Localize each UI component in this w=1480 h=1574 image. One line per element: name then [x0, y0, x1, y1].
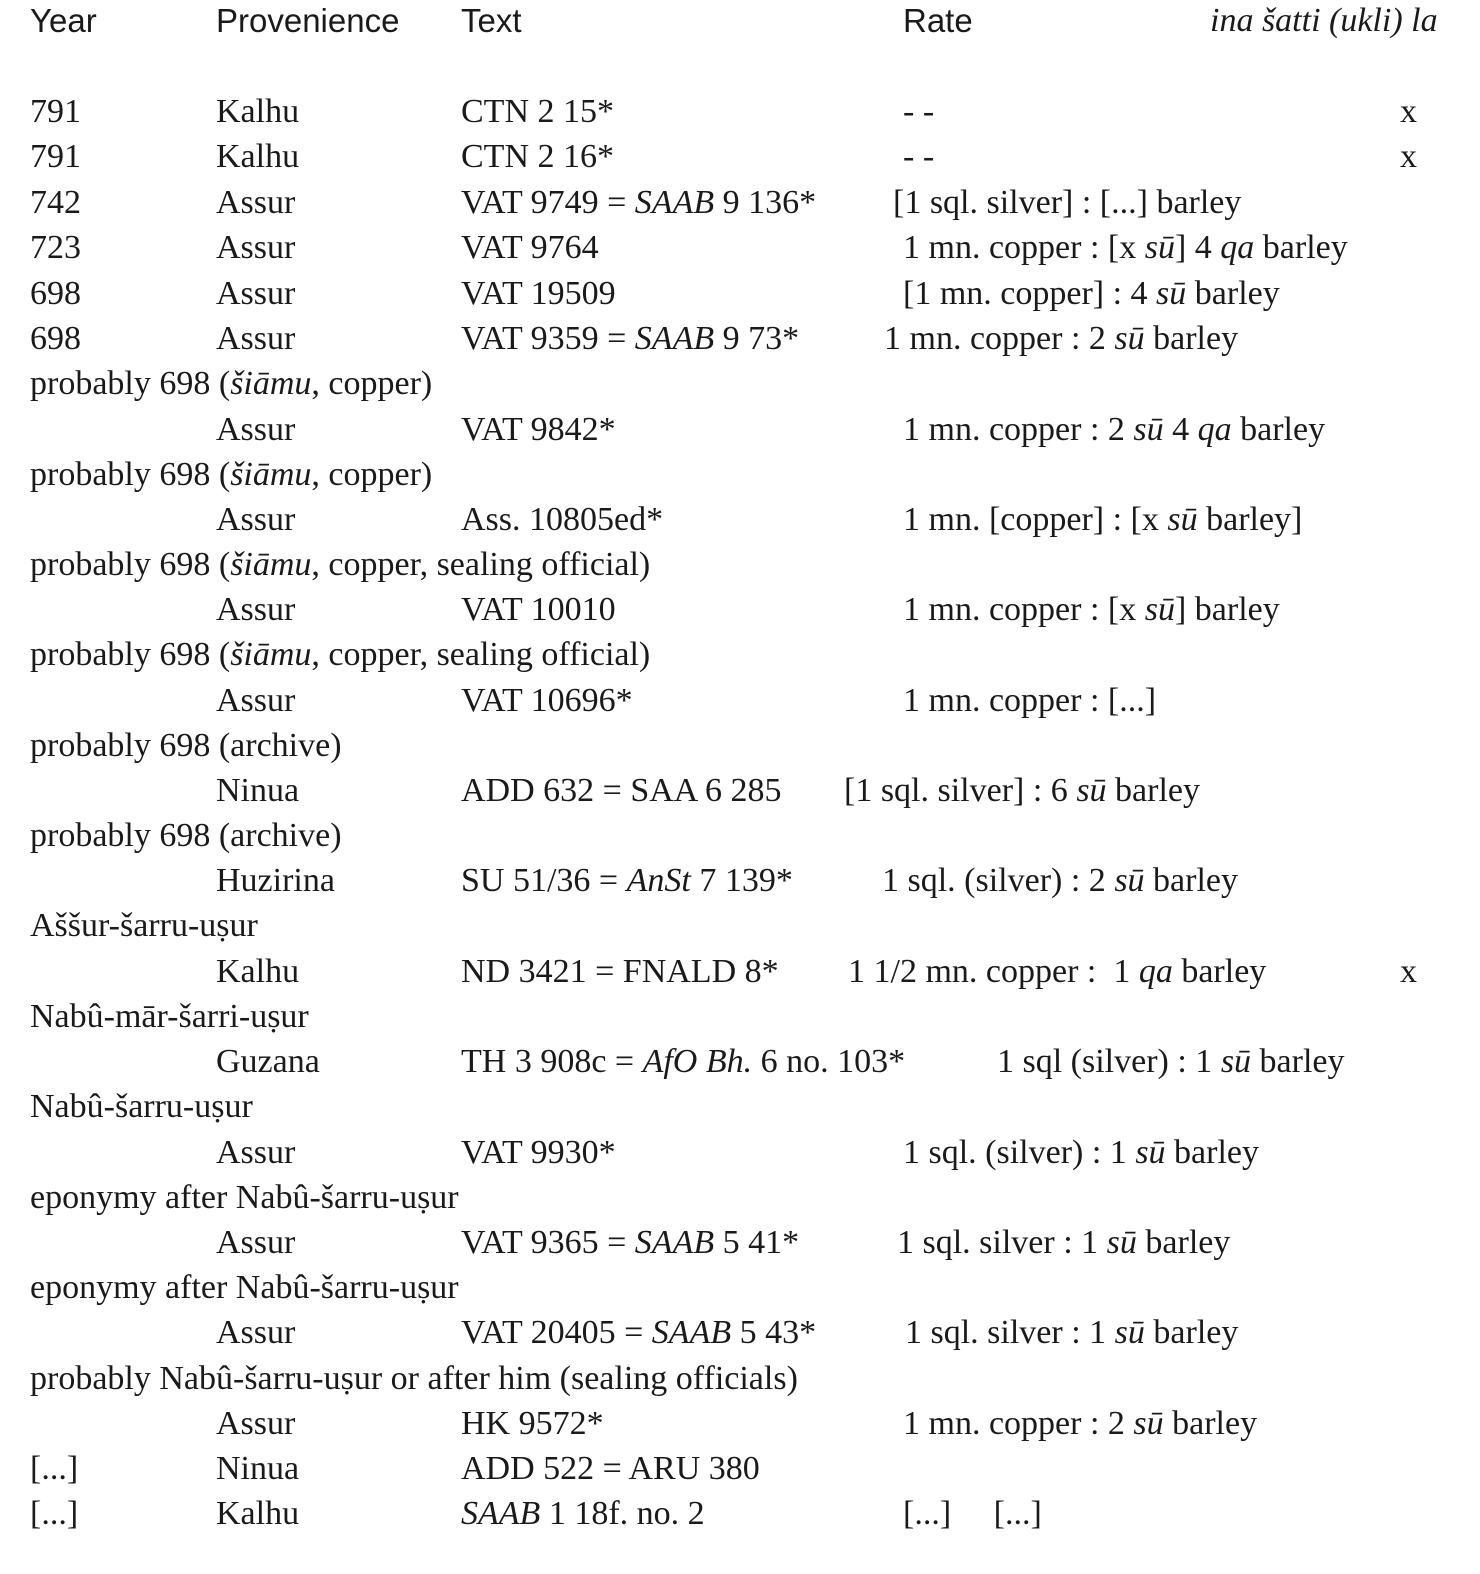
note-line-part: šiāmu [230, 456, 312, 493]
note-line-part: šiāmu [230, 636, 312, 673]
text-cell-part: VAT 9749 = [461, 184, 635, 221]
rate-cell-part: barley [1172, 953, 1267, 990]
table-row [0, 1362, 1480, 1408]
text-cell: VAT 9842* [461, 411, 616, 448]
rate-cell-part: qa [1138, 953, 1173, 990]
note-line: Aššur-šarru-uṣur [30, 907, 258, 944]
rate-cell-part: barley [1144, 1314, 1239, 1351]
mark-x: x [1400, 953, 1417, 990]
table-row [0, 729, 1480, 775]
rate-cell-part: sū [1167, 501, 1198, 538]
note-line-part: probably 698 ( [30, 636, 231, 673]
note-line: Nabû-šarru-uṣur [30, 1088, 253, 1125]
text-cell-part: AfO Bh. [642, 1043, 753, 1080]
note-line-part: , copper, sealing official) [311, 546, 651, 583]
table-row [0, 909, 1480, 955]
rate-cell [882, 864, 1238, 898]
rate-cell-part: sū [1106, 1224, 1137, 1261]
header-row [0, 4, 1480, 50]
rate-cell-part: 1 sql. (silver) : 1 [903, 1134, 1136, 1171]
provenience-cell: Assur [216, 682, 296, 719]
text-cell: VAT 9764 [461, 229, 599, 266]
rate-cell [903, 1136, 1259, 1170]
rate-cell-part: [1 mn. copper] : 4 [903, 275, 1157, 312]
rate-cell: 1 mn. copper : [...] [903, 682, 1157, 719]
table-row [0, 864, 1480, 910]
provenience-cell: Assur [216, 1314, 296, 1351]
rate-cell-part: sū [1220, 1043, 1252, 1080]
note-line-part: , copper) [311, 365, 433, 402]
text-cell-part: SU 51/36 = [461, 862, 627, 899]
rate-cell-part: sū [1076, 772, 1107, 809]
rate-cell [903, 503, 1302, 537]
rate-cell [844, 774, 1200, 808]
text-cell-part: SAAB [461, 1495, 541, 1532]
rate-cell-part: 1 sql (silver) : 1 [997, 1043, 1221, 1080]
text-cell: ADD 522 = ARU 380 [461, 1450, 760, 1487]
table-row [0, 186, 1480, 232]
table-row [0, 819, 1480, 865]
year-cell: 698 [30, 275, 81, 312]
note-line [30, 367, 432, 401]
table-row [0, 1000, 1480, 1046]
text-cell [461, 1497, 705, 1531]
rate-cell-part: [1 sql. silver] : 6 [844, 772, 1077, 809]
provenience-cell: Guzana [216, 1043, 320, 1080]
rate-cell-part: qa [1220, 229, 1255, 266]
text-cell: CTN 2 15* [461, 93, 614, 130]
note-line: eponymy after Nabû-šarru-uṣur [30, 1179, 459, 1216]
text-cell-part: 5 43* [731, 1314, 817, 1351]
rate-cell: - - [903, 138, 935, 175]
provenience-cell: Assur [216, 229, 296, 266]
rate-cell-part: sū [1133, 1405, 1164, 1442]
rate-cell [905, 1316, 1238, 1350]
note-line [30, 458, 432, 492]
year-cell: 723 [30, 229, 81, 266]
rate-cell-part: 1 sql. silver : 1 [905, 1314, 1115, 1351]
rate-cell-part: sū [1114, 862, 1145, 899]
text-cell-part: AnSt [626, 862, 691, 899]
rate-cell-part: barley [1144, 862, 1238, 899]
table-row [0, 503, 1480, 549]
text-cell: VAT 10696* [461, 682, 633, 719]
year-cell: 791 [30, 138, 81, 175]
rate-cell-part: sū [1114, 1314, 1145, 1351]
text-cell: ADD 632 = SAA 6 285 [461, 772, 782, 809]
year-cell: 791 [30, 93, 81, 130]
text-cell-part: VAT 9359 = [461, 320, 635, 357]
note-line: probably 698 (archive) [30, 727, 342, 764]
text-cell: HK 9572* [461, 1405, 604, 1442]
rate-cell-part: 1 mn. [copper] : [x [903, 501, 1168, 538]
rate-cell-part: barley [1106, 772, 1200, 809]
rate-cell-part: barley [1165, 1134, 1259, 1171]
note-line-part: probably 698 ( [30, 546, 231, 583]
text-cell-part: 9 136* [714, 184, 817, 221]
header-text: Text [461, 2, 522, 39]
note-line-part: šiāmu [230, 365, 312, 402]
text-cell-part: 5 41* [714, 1224, 800, 1261]
text-cell [461, 186, 816, 220]
rate-cell [903, 277, 1280, 311]
text-cell [461, 864, 793, 898]
rate-cell [903, 593, 1280, 627]
rate-cell-part: ] 4 [1174, 229, 1221, 266]
note-line-part: , copper) [311, 456, 433, 493]
rate-cell-part: sū [1144, 229, 1175, 266]
table-row [0, 593, 1480, 639]
rate-cell [848, 955, 1266, 989]
text-cell-part: SAAB [634, 1224, 715, 1261]
table-row [0, 955, 1480, 1001]
text-cell: VAT 9930* [461, 1134, 616, 1171]
table-row [0, 322, 1480, 368]
rate-cell-part: 4 [1163, 411, 1198, 448]
text-cell-part: 7 139* [690, 862, 793, 899]
text-cell [461, 322, 799, 356]
header-year: Year [30, 2, 97, 39]
text-cell-part: 9 73* [714, 320, 800, 357]
year-cell: 698 [30, 320, 81, 357]
rate-cell-part: 1 sql. (silver) : 2 [882, 862, 1115, 899]
provenience-cell: Assur [216, 411, 296, 448]
note-line: probably 698 (archive) [30, 817, 342, 854]
table-row [0, 95, 1480, 141]
rate-cell-part: 1 sql. silver : 1 [897, 1224, 1107, 1261]
table-row [0, 1407, 1480, 1453]
provenience-cell: Assur [216, 1224, 296, 1261]
rate-cell-part: sū [1133, 411, 1164, 448]
rate-cell-part: sū [1156, 275, 1187, 312]
rate-cell-part: 1 mn. copper : 2 [903, 411, 1134, 448]
header-rate: Rate [903, 2, 973, 39]
rate-cell-part: 1 mn. copper : [x [903, 591, 1145, 628]
note-line: Nabû-mār-šarri-uṣur [30, 998, 309, 1035]
rate-cell-part: sū [1144, 591, 1175, 628]
rate-cell-part: 1 mn. copper : 2 [884, 320, 1115, 357]
provenience-cell: Assur [216, 275, 296, 312]
text-cell-part: VAT 9365 = [461, 1224, 635, 1261]
note-line: eponymy after Nabû-šarru-uṣur [30, 1269, 459, 1306]
text-cell-part: 6 no. 103* [752, 1043, 906, 1080]
note-line-part: šiāmu [230, 546, 312, 583]
note-line-part: , copper, sealing official) [311, 636, 651, 673]
text-cell: CTN 2 16* [461, 138, 614, 175]
rate-cell-part: barley [1254, 229, 1348, 266]
note-line [30, 638, 650, 672]
table-row [0, 684, 1480, 730]
text-cell: VAT 19509 [461, 275, 616, 312]
rate-cell-part: barley [1144, 320, 1239, 357]
provenience-cell: Assur [216, 1405, 296, 1442]
note-line-part: probably 698 ( [30, 365, 231, 402]
rate-cell: [...] [...] [903, 1495, 1042, 1532]
provenience-cell: Assur [216, 591, 296, 628]
rate-cell-part: ] barley [1174, 591, 1280, 628]
rate-cell [903, 1407, 1257, 1441]
rate-cell [903, 231, 1348, 265]
header-ina-satti: ina šatti (ukli) la [1210, 2, 1438, 39]
rate-cell [897, 1226, 1230, 1260]
table-row [0, 1271, 1480, 1317]
table-row [0, 367, 1480, 413]
table-row [0, 1452, 1480, 1498]
header-provenience: Provenience [216, 2, 400, 39]
provenience-cell: Assur [216, 184, 296, 221]
rate-cell-part: 1 mn. copper : 2 [903, 1405, 1134, 1442]
table-row [0, 548, 1480, 594]
year-cell: 742 [30, 184, 81, 221]
text-cell-part: SAAB [634, 184, 715, 221]
text-cell-part: SAAB [634, 320, 715, 357]
rate-cell-part: barley [1136, 1224, 1231, 1261]
provenience-cell: Kalhu [216, 93, 300, 130]
rate-cell [903, 413, 1325, 447]
text-cell: ND 3421 = FNALD 8* [461, 953, 779, 990]
provenience-cell: Ninua [216, 772, 300, 809]
table-row [0, 1090, 1480, 1136]
text-cell: VAT 10010 [461, 591, 616, 628]
table-row [0, 458, 1480, 504]
text-cell [461, 1316, 816, 1350]
text-cell-part: 1 18f. no. 2 [540, 1495, 705, 1532]
provenience-cell: Assur [216, 501, 296, 538]
table-row [0, 140, 1480, 186]
table-row [0, 1045, 1480, 1091]
mark-x: x [1400, 93, 1417, 130]
rate-cell [997, 1045, 1345, 1079]
provenience-cell: Ninua [216, 1450, 300, 1487]
rate-cell: - - [903, 93, 935, 130]
table-row [0, 1181, 1480, 1227]
rate-cell [884, 322, 1238, 356]
note-line [30, 548, 650, 582]
rate-cell-part: barley [1231, 411, 1326, 448]
note-line: probably Nabû-šarru-uṣur or after him (sealing officials) [30, 1360, 798, 1397]
table-row [0, 1226, 1480, 1272]
text-cell-part: TH 3 908c = [461, 1043, 643, 1080]
provenience-cell: Huzirina [216, 862, 335, 899]
rate-cell-part: 1 mn. copper : [x [903, 229, 1145, 266]
table-row [0, 638, 1480, 684]
table-row [0, 1497, 1480, 1543]
table-row [0, 231, 1480, 277]
rate-cell-part: 1 1/2 mn. copper : 1 [848, 953, 1139, 990]
table-row [0, 1316, 1480, 1362]
rate-cell-part: barley] [1197, 501, 1303, 538]
text-cell: Ass. 10805ed* [461, 501, 664, 538]
year-cell: [...] [30, 1495, 79, 1532]
rate-cell-part: barley [1163, 1405, 1258, 1442]
provenience-cell: Assur [216, 1134, 296, 1171]
text-cell [461, 1226, 799, 1260]
table-row [0, 774, 1480, 820]
rate-cell-part: sū [1114, 320, 1145, 357]
provenience-cell: Kalhu [216, 953, 300, 990]
text-cell [461, 1045, 905, 1079]
note-line-part: probably 698 ( [30, 456, 231, 493]
table-row [0, 1136, 1480, 1182]
provenience-cell: Assur [216, 320, 296, 357]
text-cell-part: VAT 20405 = [461, 1314, 652, 1351]
provenience-cell: Kalhu [216, 1495, 300, 1532]
provenience-cell: Kalhu [216, 138, 300, 175]
mark-x: x [1400, 138, 1417, 175]
rate-cell-part: barley [1251, 1043, 1345, 1080]
year-cell: [...] [30, 1450, 79, 1487]
table-row [0, 277, 1480, 323]
table-row [0, 413, 1480, 459]
rate-cell-part: barley [1186, 275, 1280, 312]
text-cell-part: SAAB [651, 1314, 732, 1351]
rate-cell-part: sū [1135, 1134, 1166, 1171]
rate-cell: [1 sql. silver] : [...] barley [893, 184, 1242, 221]
rate-cell-part: qa [1197, 411, 1232, 448]
